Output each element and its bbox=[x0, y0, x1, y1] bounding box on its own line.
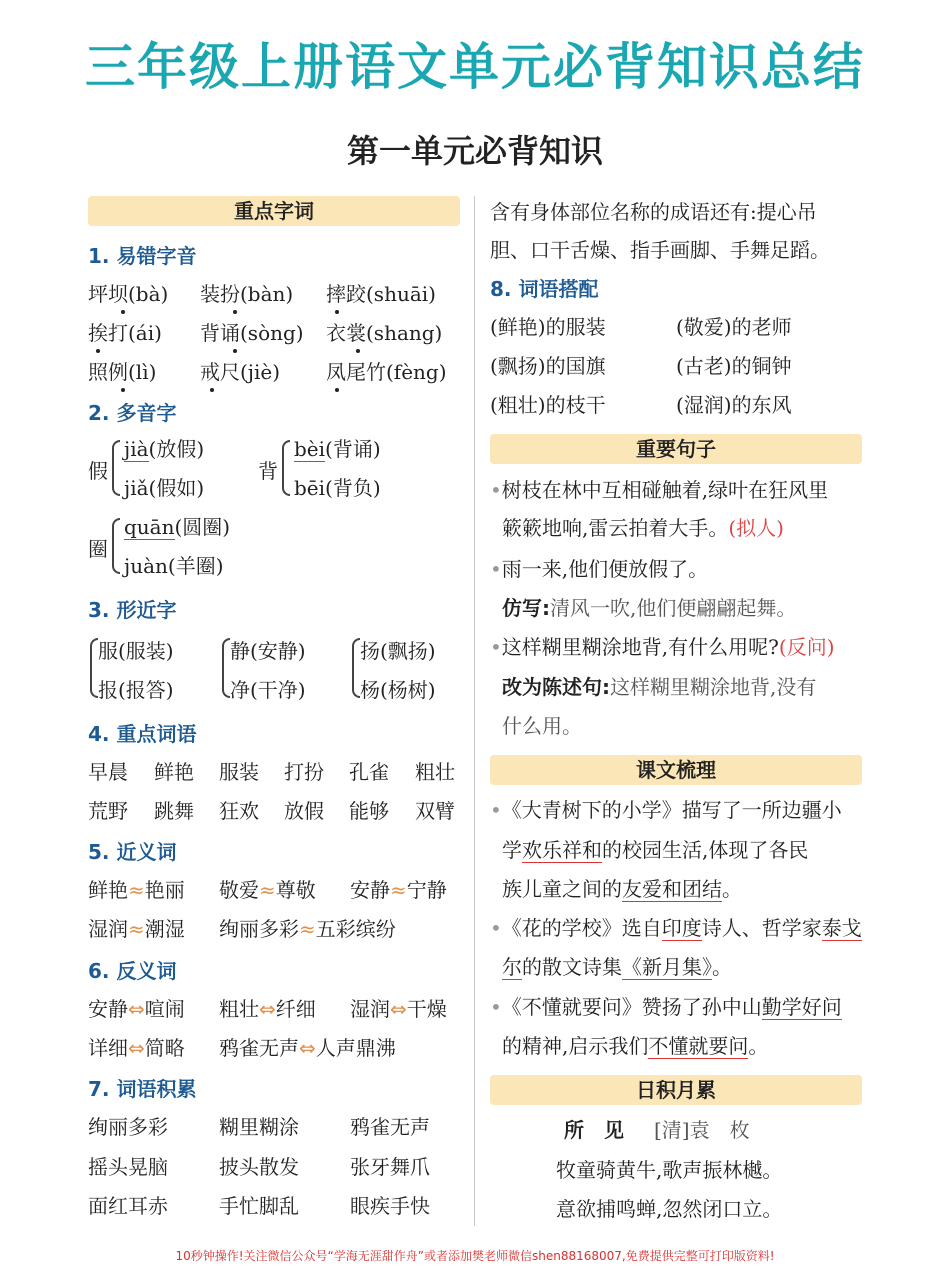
poem-heading: 所 见 [清]袁 枚 bbox=[564, 1118, 750, 1142]
polyphone-bei bbox=[258, 436, 458, 506]
synonym-row bbox=[88, 919, 460, 943]
collocation: (敬爱)的老师 bbox=[676, 315, 792, 339]
idiom: 面红耳赤 bbox=[88, 1194, 168, 1218]
section-8-title: 8. 词语搭配 bbox=[490, 277, 599, 301]
word: 狂欢 bbox=[219, 799, 259, 823]
word: 能够 bbox=[349, 799, 389, 823]
word-pinyin: 背诵(sòng) bbox=[200, 321, 304, 345]
section-1-title: 1. 易错字音 bbox=[88, 244, 197, 268]
word: 鲜艳 bbox=[154, 760, 194, 784]
column-divider bbox=[474, 196, 475, 1226]
polyphone-char: 背 bbox=[258, 459, 278, 483]
antonym-row bbox=[88, 1038, 460, 1062]
synonym-pair: 绚丽多彩≈五彩缤纷 bbox=[219, 917, 396, 941]
antonym-pair: 详细⇔简略 bbox=[88, 1036, 185, 1060]
word: (假如) bbox=[148, 476, 205, 500]
collocation: (古老)的铜钟 bbox=[676, 354, 792, 378]
text-summary-line: •《大青树下的小学》描写了一所边疆小 bbox=[490, 798, 842, 822]
word-pinyin: 装扮(bàn) bbox=[200, 282, 294, 306]
antonym-pair: 粗壮⇔纤细 bbox=[219, 997, 316, 1021]
idiom: 手忙脚乱 bbox=[219, 1194, 299, 1218]
pinyin-row bbox=[88, 284, 460, 308]
collocation: (粗壮)的枝干 bbox=[490, 393, 606, 417]
emphasis-dot bbox=[356, 349, 360, 353]
brace bbox=[112, 440, 120, 496]
similar-char: 杨(杨树) bbox=[360, 678, 436, 702]
synonym-pair: 湿润≈潮湿 bbox=[88, 917, 185, 941]
word: (背诵) bbox=[325, 437, 381, 461]
word: 打扮 bbox=[284, 760, 324, 784]
idiom: 披头散发 bbox=[219, 1155, 299, 1179]
word: (羊圈) bbox=[167, 554, 224, 578]
similar-char: 净(干净) bbox=[230, 678, 306, 702]
polyphone-char: 假 bbox=[88, 459, 108, 483]
word: 粗壮 bbox=[415, 760, 455, 784]
pinyin-row bbox=[88, 362, 460, 386]
daily-accumulation-banner: 日积月累 bbox=[490, 1075, 862, 1105]
text-summary-line: •《不懂就要问》赞扬了孙中山勤学好问 bbox=[490, 995, 842, 1019]
section-4-title: 4. 重点词语 bbox=[88, 722, 197, 746]
word: 放假 bbox=[284, 799, 324, 823]
synonym-pair: 敬爱≈尊敬 bbox=[219, 878, 316, 902]
text-summary-line: 族儿童之间的友爱和团结。 bbox=[502, 877, 742, 901]
emphasis-dot bbox=[335, 310, 339, 314]
word-pinyin: 衣裳(shang) bbox=[326, 321, 443, 345]
similar-char-group bbox=[88, 636, 218, 706]
collocation: (湿润)的东风 bbox=[676, 393, 792, 417]
brace bbox=[112, 518, 120, 574]
texts-banner: 课文梳理 bbox=[490, 755, 862, 785]
word: 双臂 bbox=[415, 799, 455, 823]
left-column bbox=[88, 196, 460, 1218]
idiom: 糊里糊涂 bbox=[219, 1115, 299, 1139]
emphasis-dot bbox=[121, 310, 125, 314]
idiom: 鸦雀无声 bbox=[350, 1115, 430, 1139]
word: (圆圈) bbox=[174, 515, 231, 539]
section-5-title: 5. 近义词 bbox=[88, 840, 177, 864]
section-3-title: 3. 形近字 bbox=[88, 598, 177, 622]
similar-char-group bbox=[350, 636, 460, 706]
word: 早晨 bbox=[88, 760, 128, 784]
imitation-line: 仿写:清风一吹,他们便翩翩起舞。 bbox=[502, 596, 797, 620]
idiom-row bbox=[88, 1196, 460, 1220]
emphasis-dot bbox=[335, 388, 339, 392]
collocation-row bbox=[490, 356, 862, 380]
text-summary-line: •《花的学校》选自印度诗人、哲学家泰戈 bbox=[490, 916, 862, 940]
word: 跳舞 bbox=[154, 799, 194, 823]
sentences-banner: 重要句子 bbox=[490, 434, 862, 464]
idiom: 眼疾手快 bbox=[350, 1194, 430, 1218]
pinyin: bēi bbox=[294, 476, 326, 500]
word: (背负) bbox=[325, 476, 381, 500]
pinyin: jiǎ bbox=[124, 476, 149, 500]
pinyin-row bbox=[88, 323, 460, 347]
rewrite-line: 什么用。 bbox=[502, 714, 582, 738]
similar-char: 静(安静) bbox=[230, 639, 306, 663]
intro-line: 含有身体部位名称的成语还有:提心吊 bbox=[490, 200, 817, 224]
brace bbox=[90, 638, 98, 698]
emphasis-dot bbox=[121, 388, 125, 392]
word-pinyin: 挨打(ái) bbox=[88, 321, 162, 345]
antonym-pair: 鸦雀无声⇔人声鼎沸 bbox=[219, 1036, 396, 1060]
word-row bbox=[88, 762, 460, 786]
collocation-row bbox=[490, 317, 862, 341]
text-summary-line: 尔的散文诗集《新月集》。 bbox=[502, 955, 732, 979]
collocation-row bbox=[490, 395, 862, 419]
word-pinyin: 凤尾竹(fèng) bbox=[326, 360, 447, 384]
idiom-row bbox=[88, 1157, 460, 1181]
page-title: 三年级上册语文单元必背知识总结 bbox=[85, 38, 865, 96]
brace bbox=[222, 638, 230, 698]
antonym-row bbox=[88, 999, 460, 1023]
similar-char: 扬(飘扬) bbox=[360, 639, 436, 663]
polyphone-jia bbox=[88, 436, 268, 506]
antonym-pair: 湿润⇔干燥 bbox=[350, 997, 447, 1021]
section-2-title: 2. 多音字 bbox=[88, 401, 177, 425]
word: 服装 bbox=[219, 760, 259, 784]
synonym-pair: 鲜艳≈艳丽 bbox=[88, 878, 185, 902]
sentence-line: •树枝在林中互相碰触着,绿叶在狂风里 bbox=[490, 478, 829, 502]
sentence-line: •这样糊里糊涂地背,有什么用呢?(反问) bbox=[490, 635, 835, 659]
pinyin: jià bbox=[124, 437, 149, 461]
word-pinyin: 戒尺(jiè) bbox=[200, 360, 281, 384]
idiom: 张牙舞爪 bbox=[350, 1155, 430, 1179]
collocation: (飘扬)的国旗 bbox=[490, 354, 606, 378]
emphasis-dot bbox=[96, 349, 100, 353]
unit-title: 第一单元必背知识 bbox=[346, 132, 603, 170]
section-7-title: 7. 词语积累 bbox=[88, 1077, 197, 1101]
polyphone-quan bbox=[88, 514, 288, 584]
sentence-line: 簌簌地响,雷云拍着大手。(拟人) bbox=[502, 516, 784, 540]
rewrite-line: 改为陈述句:这样糊里糊涂地背,没有 bbox=[502, 675, 817, 699]
collocation: (鲜艳)的服装 bbox=[490, 315, 606, 339]
polyphone-char: 圈 bbox=[88, 537, 108, 561]
similar-char: 报(报答) bbox=[98, 678, 174, 702]
footer-notice: 10秒钟操作!关注微信公众号“学海无涯甜作舟”或者添加樊老师微信shen88168007,免费提供完整可打印版资料! bbox=[175, 1249, 775, 1263]
word-pinyin: 照例(lì) bbox=[88, 360, 157, 384]
word: 荒野 bbox=[88, 799, 128, 823]
synonym-pair: 安静≈宁静 bbox=[350, 878, 447, 902]
poem-line: 意欲捕鸣蝉,忽然闭口立。 bbox=[556, 1197, 783, 1221]
word-pinyin: 摔跤(shuāi) bbox=[326, 282, 436, 306]
pinyin: bèi bbox=[294, 437, 326, 461]
word: (放假) bbox=[148, 437, 205, 461]
brace bbox=[352, 638, 360, 698]
idiom: 摇头晃脑 bbox=[88, 1155, 168, 1179]
intro-line: 胆、口干舌燥、指手画脚、手舞足蹈。 bbox=[490, 238, 830, 262]
word: 孔雀 bbox=[349, 760, 389, 784]
text-summary-line: 学欢乐祥和的校园生活,体现了各民 bbox=[502, 838, 809, 862]
idiom: 绚丽多彩 bbox=[88, 1115, 168, 1139]
synonym-row bbox=[88, 880, 460, 904]
section-6-title: 6. 反义词 bbox=[88, 959, 177, 983]
word-pinyin: 坪坝(bà) bbox=[88, 282, 169, 306]
similar-char: 服(服装) bbox=[98, 639, 174, 663]
poem-line: 牧童骑黄牛,歌声振林樾。 bbox=[556, 1158, 783, 1182]
word-row bbox=[88, 801, 460, 825]
emphasis-dot bbox=[210, 388, 214, 392]
sentence-line: •雨一来,他们便放假了。 bbox=[490, 557, 709, 581]
idiom-row bbox=[88, 1117, 460, 1141]
emphasis-dot bbox=[233, 349, 237, 353]
text-summary-line: 的精神,启示我们不懂就要问。 bbox=[502, 1034, 769, 1058]
pinyin: juàn bbox=[124, 554, 168, 578]
emphasis-dot bbox=[233, 310, 237, 314]
key-words-banner: 重点字词 bbox=[88, 196, 460, 226]
similar-char-group bbox=[220, 636, 350, 706]
brace bbox=[282, 440, 290, 496]
pinyin: quān bbox=[124, 515, 175, 539]
antonym-pair: 安静⇔喧闹 bbox=[88, 997, 185, 1021]
